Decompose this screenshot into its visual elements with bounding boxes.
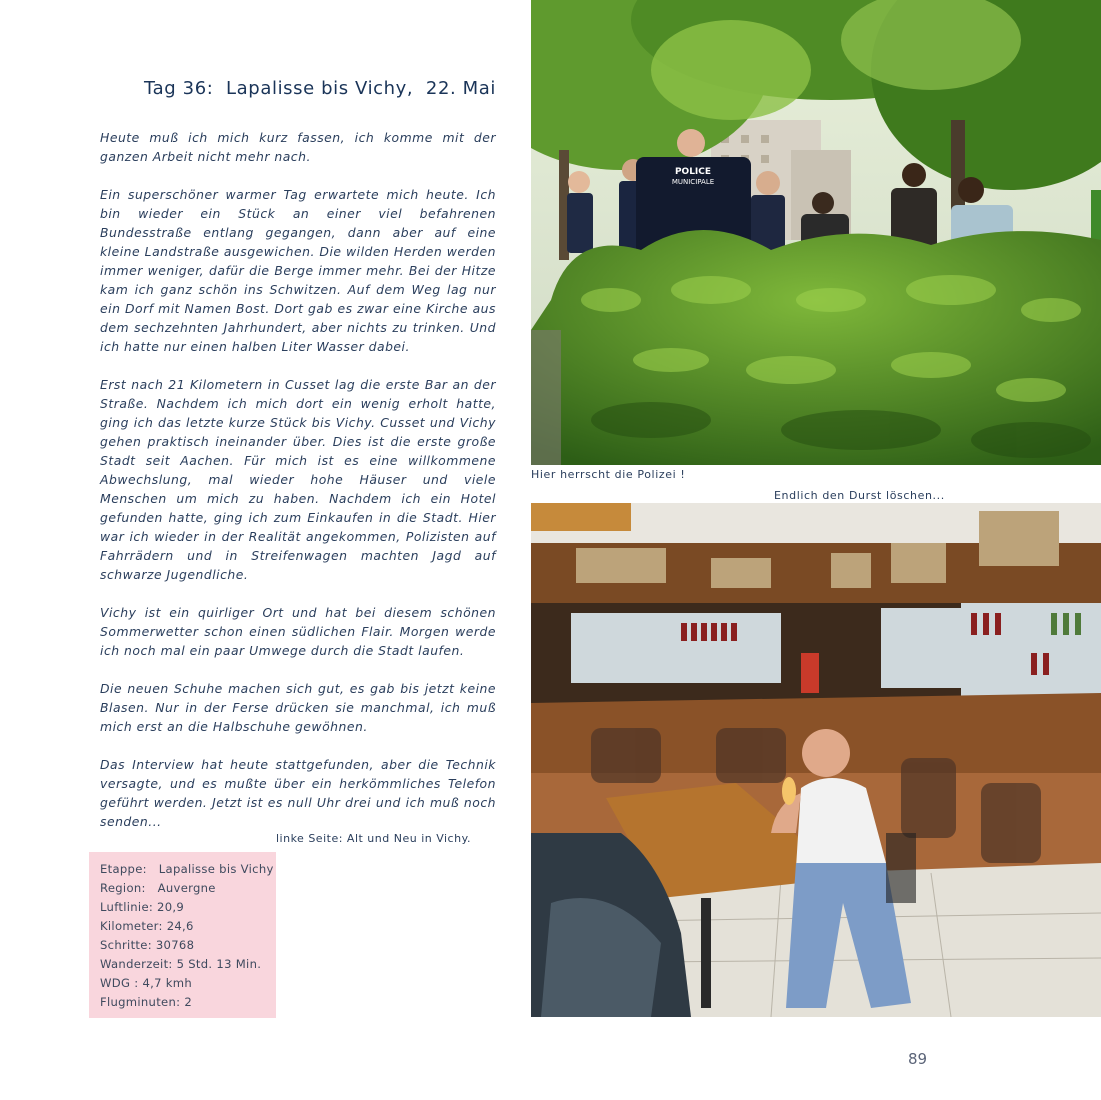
caption-photo-police: Hier herrscht die Polizei ! <box>531 468 686 481</box>
stat-row: Region: Auvergne <box>100 881 216 895</box>
paragraph: Ein superschöner warmer Tag erwartete mich heute. Ich bin wieder ein Stück an einer viel befahrenen Bundesstraße entlang gegangen, dann aber auf eine kleine Landstraße ausgewichen. Die wilden Herden werden immer weniger, dafür die Berge immer mehr. Bei der Hitze kam ich ganz schön ins Schwitzen. Auf dem Weg lag nur ein Dorf mit Namen Bost. Dort gab es zwar eine Kirche aus dem sechzehnten Jahrhundert, aber nichts zu trinken. Und ich hatte nur einen halben Liter Wasser dabei. <box>100 187 496 354</box>
paragraph: Das Interview hat heute stattgefunden, aber die Technik versagte, und es mußte über ein herkömmliches Telefon geführt werden. Jetzt ist es null Uhr drei und ich muß noch senden... <box>100 757 496 829</box>
police-back-sublabel: MUNICIPALE <box>671 178 715 186</box>
page-number: 89 <box>908 1050 928 1068</box>
stat-row: Flugminuten: 2 <box>100 995 193 1009</box>
stat-row: Wanderzeit: 5 Std. 13 Min. <box>100 957 262 971</box>
stat-row: Kilometer: 24,6 <box>100 919 194 933</box>
stat-row: Etappe: Lapalisse bis Vichy <box>100 862 274 876</box>
police-back-label: POLICE <box>674 167 712 177</box>
stage-stats-box <box>89 852 276 1018</box>
caption-left-page: linke Seite: Alt und Neu in Vichy. <box>276 832 472 845</box>
paragraph: Vichy ist ein quirliger Ort und hat bei diesem schönen Sommerwetter schon einen südlichen Flair. Morgen werde ich noch mal ein paar Umwege durch die Stadt laufen. <box>100 605 496 658</box>
bar-photo <box>531 503 1101 1017</box>
stat-row: WDG : 4,7 kmh <box>100 976 193 990</box>
page-title: Tag 36: Lapalisse bis Vichy, 22. Mai <box>144 78 496 99</box>
caption-photo-bar: Endlich den Durst löschen... <box>774 489 945 502</box>
stat-row: Schritte: 30768 <box>100 938 195 952</box>
diary-text <box>100 128 496 850</box>
paragraph: Heute muß ich mich kurz fassen, ich komme mit der ganzen Arbeit nicht mehr nach. <box>100 130 496 164</box>
paragraph: Erst nach 21 Kilometern in Cusset lag die erste Bar an der Straße. Nachdem ich mich dort ein wenig erholt hatte, ging ich das letzte kurze Stück bis Vichy. Cusset und Vichy gehen praktisch ineinander über. Dies ist die erste große Stadt seit Aachen. Für mich ist es eine willkommene Abwechslung, mal wieder hohe Häuser und viele Menschen um mich zu haben. Nachdem ich ein Hotel gefunden hatte, ging ich zum Einkaufen in die Stadt. Hier war ich wieder in der Realität angekommen, Polizisten auf Fahrrädern und in Streifenwagen machten Jagd auf schwarze Jugendliche. <box>100 377 496 582</box>
stat-row: Luftlinie: 20,9 <box>100 900 185 914</box>
police-park-photo <box>531 0 1101 465</box>
paragraph: Die neuen Schuhe machen sich gut, es gab bis jetzt keine Blasen. Nur in der Ferse drücken sie manchmal, ich muß mich erst an die Halbschuhe gewöhnen. <box>100 681 496 734</box>
